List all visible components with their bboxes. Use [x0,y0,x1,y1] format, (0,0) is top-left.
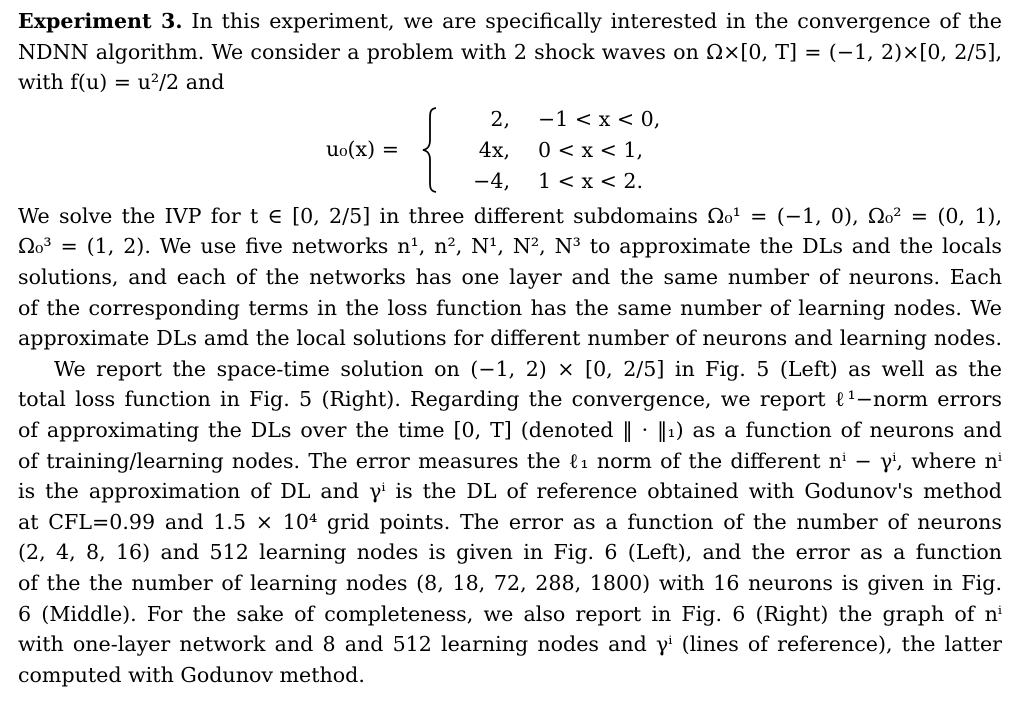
equation-lhs: u₀(x) = [326,136,400,161]
paragraph3-line: at CFL=0.99 and 1.5 × 10⁴ grid points. The error as a function of the number of neurons [18,509,1002,534]
paragraph2-line: Ω₀³ = (1, 2). We use five networks n¹, n², N¹, N², N³ to approximate the DLs and the locals [18,234,1002,259]
equation-row [438,104,668,134]
initial-condition-equation [18,104,1002,196]
paragraph2-line: We solve the IVP for t ∈ [0, 2/5] in three different subdomains Ω₀¹ = (−1, 0), Ω₀² = (0, 1), [18,203,1002,228]
equation-row-value: 4x, [478,137,510,162]
equation-row-value: 2, [490,106,510,131]
paragraph3-line: with one-layer network and 8 and 512 learning nodes and γⁱ (lines of reference), the latter [18,632,1002,657]
equation-row [438,135,668,165]
equation-row-condition: 1 < x < 2. [538,168,644,193]
equation-row-value: −4, [473,168,510,193]
paragraph1-line3: with f(u) = u²/2 and [18,70,225,95]
paragraph2-line: solutions, and each of the networks has one layer and the same number of neurons. Each [18,264,1002,289]
paragraph3-line: 6 (Middle). For the sake of completeness, we also report in Fig. 6 (Right) the graph of nⁱ [18,601,1002,626]
paragraph1-line2: NDNN algorithm. We consider a problem with 2 shock waves on Ω×[0, T] = (−1, 2)×[0, 2/5], [18,39,1002,64]
paper-page [18,6,1002,690]
paragraph2-line: approximate DLs amd the local solutions for different number of neurons and learning nodes. [18,326,1002,351]
equation-row [438,166,668,196]
paragraph3-line: is the approximation of DL and γⁱ is the DL of reference obtained with Godunov's method [18,479,1002,504]
paragraph1-line1-text: In this experiment, we are specifically interested in the convergence of the [182,9,1002,33]
paragraph3-line: (2, 4, 8, 16) and 512 learning nodes is given in Fig. 6 (Left), and the error as a function [18,540,1002,565]
paragraph1-line1 [18,6,1002,37]
paragraph3-line: of approximating the DLs over the time [0, T] (denoted ‖ · ‖₁) as a function of neurons and [18,417,1002,442]
paragraph3-line: computed with Godunov method. [18,662,365,687]
equation-row-condition: −1 < x < 0, [538,106,661,131]
equation-row-condition: 0 < x < 1, [538,137,644,162]
paragraph3-line: of the the number of learning nodes (8, 18, 72, 288, 1800) with 16 neurons is given in Fig. [18,570,1002,595]
experiment-heading: Experiment 3. [18,9,183,33]
paragraph3-line: total loss function in Fig. 5 (Right). Regarding the convergence, we report ℓ¹−norm errors [18,387,1002,412]
paragraph2-line: of the corresponding terms in the loss function has the same number of learning nodes. We [18,295,1002,320]
paragraph3-line: of training/learning nodes. The error measures the ℓ₁ norm of the different nⁱ − γⁱ, where nⁱ [18,448,1002,473]
paragraph3-line: We report the space-time solution on (−1, 2) × [0, 2/5] in Fig. 5 (Left) as well as the [54,356,1002,381]
